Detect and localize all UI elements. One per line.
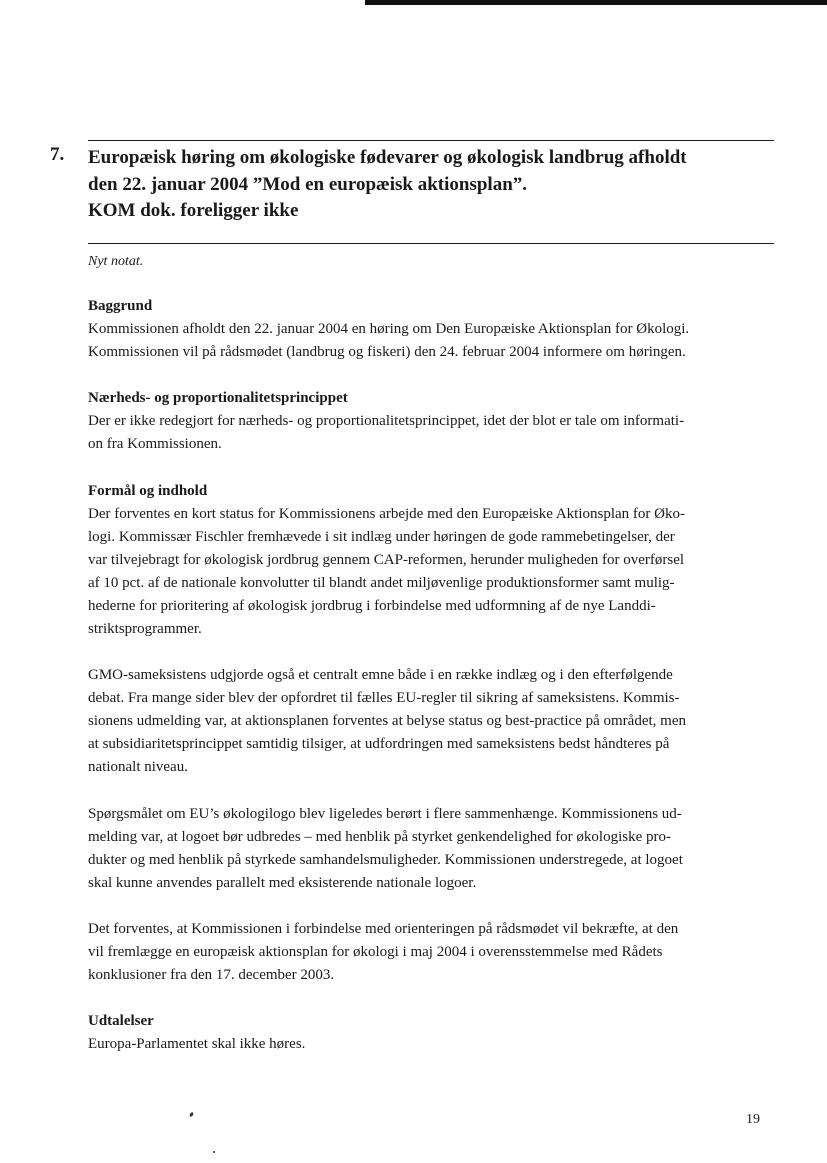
formaal-section (88, 480, 768, 641)
text-line: debat. Fra mange sider blev der opfordret til fælles EU-regler til sikring af sameksistens. Kommis- (88, 690, 680, 706)
document-note: Nyt notat. (88, 254, 144, 269)
scan-speck (213, 1151, 215, 1153)
baggrund-heading: Baggrund (88, 298, 153, 314)
formaal-heading: Formål og indhold (88, 483, 208, 499)
section-heading (88, 145, 778, 225)
naerhed-heading: Nærheds- og proportionalitetsprincippet (88, 390, 348, 406)
udtalelser-section (88, 1010, 768, 1056)
text-line: Spørgsmålet om EU’s økologilogo blev ligeledes berørt i flere sammenhænge. Kommissionens ud- (88, 806, 682, 822)
text-line: sionens udmelding var, at aktionsplanen forventes at belyse status og best-practice på området, men (88, 713, 686, 729)
text-line: konklusioner fra den 17. december 2003. (88, 967, 335, 983)
udtalelser-heading: Udtalelser (88, 1013, 154, 1029)
text-line: var tilvejebragt for økologisk jordbrug gennem CAP-reformen, herunder muligheden for overførsel (88, 552, 685, 568)
formaal-paragraph-4 (88, 918, 768, 987)
text-line: Kommissionen vil på rådsmødet (landbrug og fiskeri) den 24. februar 2004 informere om høringen. (88, 344, 686, 360)
text-line: on fra Kommissionen. (88, 436, 222, 452)
text-line: Der forventes en kort status for Kommissionens arbejde med den Europæiske Aktionsplan for Øko- (88, 506, 685, 522)
heading-line: KOM dok. foreligger ikke (88, 200, 299, 221)
page-number: 19 (746, 1112, 760, 1127)
baggrund-section (88, 295, 768, 364)
text-line: Kommissionen afholdt den 22. januar 2004 en høring om Den Europæiske Aktionsplan for Økologi. (88, 321, 690, 337)
text-line: striktsprogrammer. (88, 621, 202, 637)
text-line: at subsidiaritetsprincippet samtidig tilsiger, at udfordringen med sameksistens bedst håndteres på (88, 736, 670, 752)
top-rule (88, 140, 774, 141)
text-line: hederne for prioritering af økologisk jordbrug i forbindelse med udformning af de nye Landdi- (88, 598, 656, 614)
text-line: af 10 pct. af de nationale konvolutter til blandt andet miljøvenlige produktionsformer samt mulig- (88, 575, 675, 591)
scan-speck (189, 1112, 194, 1118)
heading-line: Europæisk høring om økologiske fødevarer og økologisk landbrug afholdt (88, 147, 687, 168)
text-line: logi. Kommissær Fischler fremhævede i sit indlæg under høringen de gode rammebetingelser, der (88, 529, 675, 545)
formaal-paragraph-2 (88, 664, 768, 779)
heading-line: den 22. januar 2004 ”Mod en europæisk aktionsplan”. (88, 173, 528, 195)
bottom-rule (88, 243, 774, 244)
text-line: Europa-Parlamentet skal ikke høres. (88, 1036, 306, 1052)
scan-edge-line (365, 0, 827, 5)
text-line: vil fremlægge en europæisk aktionsplan for økologi i maj 2004 i overensstemmelse med Rådets (88, 944, 663, 960)
text-line: dukter og med henblik på styrkede samhandelsmuligheder. Kommissionen understregede, at logoet (88, 852, 683, 868)
formaal-paragraph-3 (88, 803, 768, 895)
text-line: melding var, at logoet bør udbredes – med henblik på styrket genkendelighed for økologiske pro- (88, 829, 672, 845)
naerhed-section (88, 387, 768, 456)
text-line: skal kunne anvendes parallelt med eksisterende nationale logoer. (88, 875, 477, 891)
text-line: Der er ikke redegjort for nærheds- og proportionalitetsprincippet, idet der blot er tale om informati- (88, 413, 685, 429)
text-line: Det forventes, at Kommissionen i forbindelse med orienteringen på rådsmødet vil bekræfte, at den (88, 921, 679, 937)
text-line: GMO-sameksistens udgjorde også et centralt emne både i en række indlæg og i den efterfølgende (88, 667, 673, 683)
text-line: nationalt niveau. (88, 759, 188, 775)
section-number: 7. (50, 144, 65, 165)
